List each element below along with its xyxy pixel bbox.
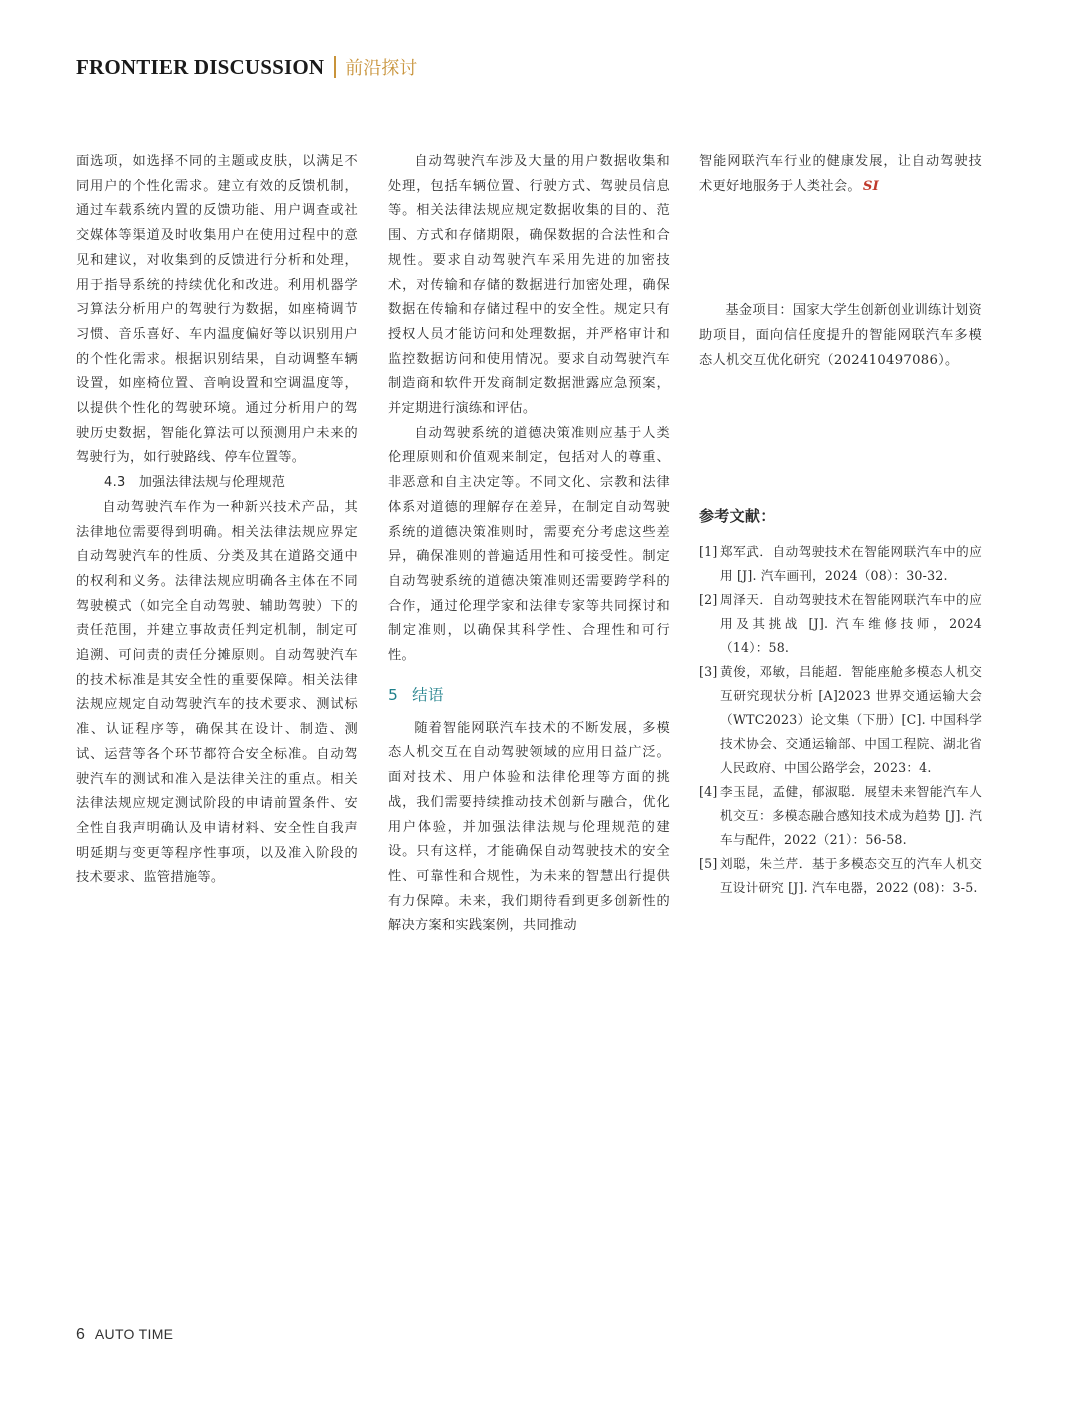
reference-number: [2] [699,591,718,607]
header-title-cn: 前沿探讨 [345,58,418,79]
fund-note: 基金项目：国家大学生创新创业训练计划资助项目，面向信任度提升的智能网联汽车多模态人机交互优化研究（202410497086）。 [699,303,982,368]
paragraph: 随着智能网联汽车技术的不断发展，多模态人机交互在自动驾驶领域的应用日益广泛。面对技术、用户体验和法律伦理等方面的挑战，我们需要持续推动技术创新与融合，优化用户体验，并加强法律法规与伦理规范的建设。只有这样，才能确保自动驾驶技术的安全性、可靠性和合规性，为未来的智慧出行提供有力保障。未来，我们期待看到更多创新性的解决方案和实践案例，共同推动 [388,720,670,934]
page-number: 6 [76,1326,85,1343]
reference-number: [4] [699,783,718,799]
section-heading-conclusion [388,683,670,707]
magazine-name: AUTO TIME [94,1326,174,1342]
paragraph: 自动驾驶汽车涉及大量的用户数据收集和处理，包括车辆位置、行驶方式、驾驶员信息等。相关法律法规应规定数据收集的目的、范围、方式和存储期限，确保数据的合法性和合规性。要求自动驾驶汽车采用先进的加密技术，对传输和存储的数据进行加密处理，确保数据在传输和存储过程中的安全性。规定只有授权人员才能访问和处理数据，并严格审计和监控数据访问和使用情况。要求自动驾驶汽车制造商和软件开发商制定数据泄露应急预案，并定期进行演练和评估。 [388,154,670,417]
reference-number: [1] [699,543,718,559]
paragraph [699,150,982,199]
section-title: 结语 [412,685,444,704]
reference-item [699,588,982,660]
column-2 [388,150,670,939]
paragraph: 面选项，如选择不同的主题或皮肤，以满足不同用户的个性化需求。建立有效的反馈机制，通过车载系统内置的反馈功能、用户调查或社交媒体等渠道及时收集用户在使用过程中的意见和建议，对收集到的反馈进行分析和处理，用于指导系统的持续优化和改进。利用机器学习算法分析用户的驾驶行为数据，如座椅调节习惯、音乐喜好、车内温度偏好等以识别用户的个性化需求。根据识别结果，自动调整车辆设置，如座椅位置、音响设置和空调温度等，以提供个性化的驾驶环境。通过分析用户的驾驶历史数据，智能化算法可以预测用户未来的驾驶行为，如行驶路线、停车位置等。 [76,154,358,466]
reference-text: 郑军武．自动驾驶技术在智能网联汽车中的应用 [J]. 汽车画刊，2024（08）：30-32. [720,543,982,583]
page-footer [76,1326,173,1344]
column-1 [76,150,358,891]
header-title-en: FRONTIER DISCUSSION [76,54,325,79]
reference-number: [5] [699,855,718,871]
reference-item [699,660,982,780]
paragraph-text: 智能网联汽车行业的健康发展，让自动驾驶技术更好地服务于人类社会。 [699,154,982,194]
paragraph: 自动驾驶系统的道德决策准则应基于人类伦理原则和价值观来制定，包括对人的尊重、非恶意和自主决定等。不同文化、宗教和法律体系对道德的理解存在差异，在制定自动驾驶系统的道德决策准则时，需要充分考虑这些差异，确保准则的普遍适用性和可接受性。制定自动驾驶系统的道德决策准则还需要跨学科的合作，通过伦理学家和法律专家等共同探讨和制定准则，以确保其科学性、合理性和可行性。 [388,425,670,664]
reference-text: 李玉昆，孟健，郁淑聪．展望未来智能汽车人机交互：多模态融合感知技术成为趋势 [J]. 汽车与配件，2022（21）：56-58. [720,783,982,847]
subheading-4-3: 4.3 加强法律法规与伦理规范 [104,475,286,491]
reference-item [699,852,982,900]
column-3 [699,150,982,900]
references-title: 参考文献： [699,506,776,525]
paragraph: 自动驾驶汽车作为一种新兴技术产品，其法律地位需要得到明确。相关法律法规应界定自动驾驶汽车的性质、分类及其在道路交通中的权利和义务。法律法规应明确各主体在不同驾驶模式（如完全自动驾驶、辅助驾驶）下的责任范围，并建立事故责任判定机制，制定可追溯、可问责的责任分摊原则。自动驾驶汽车的技术标准是其安全性的重要保障。相关法律法规应规定自动驾驶汽车的技术要求、测试标准、认证程序等，确保其在设计、制造、测试、运营等各个环节都符合安全标准。自动驾驶汽车的测试和准入是法律关注的重点。相关法律法规应规定测试阶段的申请前置条件、安全性自我声明确认及申请材料、安全性自我声明延期与变更等程序性事项，以及准入阶段的技术要求、监管措施等。 [76,499,358,886]
end-mark-icon: SI [862,178,880,194]
reference-number: [3] [699,663,718,679]
reference-text: 周泽天．自动驾驶技术在智能网联汽车中的应用及其挑战 [J]. 汽车维修技师，2024（14）：58. [720,591,982,655]
reference-text: 刘聪，朱兰芹．基于多模态交互的汽车人机交互设计研究 [J]. 汽车电器，2022 (08)：3-5. [720,855,982,895]
page-header [76,54,417,80]
references-list [699,540,982,900]
reference-item [699,540,982,588]
reference-text: 黄俊，邓敏，吕能超．智能座舱多模态人机交互研究现状分析 [A]2023 世界交通运输大会（WTC2023）论文集（下册）[C]. 中国科学技术协会、交通运输部、中国工程院、湖北省人民政府、中国公路学会，2023：4. [720,663,982,775]
section-number: 5 [388,685,399,704]
reference-item [699,780,982,852]
header-separator [334,56,336,78]
